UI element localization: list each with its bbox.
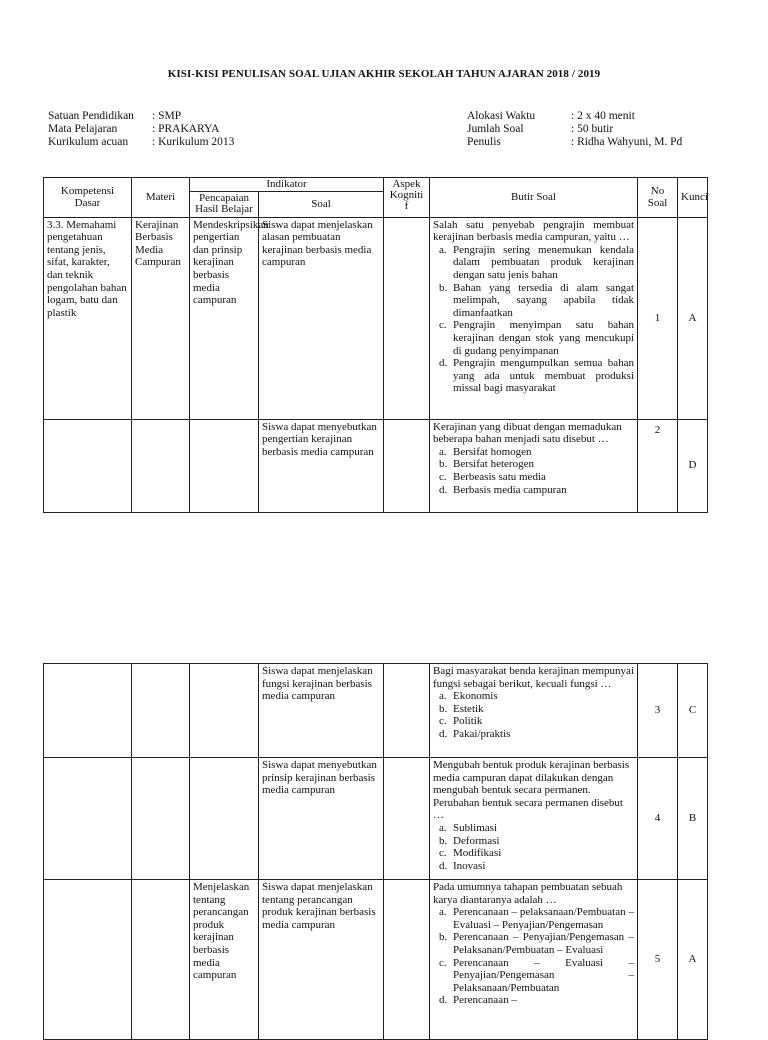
question-stem: Pada umumnya tahapan pembuatan sebuah karya diantaranya adalah … <box>433 881 623 906</box>
header-indikator: Indikator <box>190 178 384 192</box>
table-row <box>44 664 708 758</box>
meta-label: Alokasi Waktu <box>467 110 536 122</box>
option-text: Bersifat heterogen <box>453 458 534 471</box>
cell-butir-soal <box>430 880 638 1040</box>
cell-kompetensi <box>44 880 132 1040</box>
question-stem: Salah satu penyebab pengrajin membuat kerajinan berbasis media campuran, yaitu … <box>433 218 635 244</box>
cell-materi <box>132 419 190 512</box>
meta-left <box>48 110 234 149</box>
header-kunci: Kunci <box>678 178 708 218</box>
meta-row <box>48 110 234 123</box>
cell-soal: Siswa dapat menjelaskan fungsi kerajinan berbasis media campuran <box>259 664 384 758</box>
option-item <box>433 728 634 741</box>
option-text: Berbasis media campuran <box>453 483 567 496</box>
meta-value: : 50 butir <box>571 123 614 135</box>
cell-materi <box>132 664 190 758</box>
option-letter: a. <box>439 690 447 703</box>
table-row <box>44 419 708 512</box>
header-no-soal: No Soal <box>638 178 678 218</box>
option-text: Perencanaan – <box>453 994 517 1007</box>
cell-pencapaian: Menjelaskan tentang perancangan produk kerajinan berbasis media campuran <box>190 880 259 1040</box>
question-stem: Mengubah bentuk produk kerajinan berbasis media campuran dapat dilakukan dengan mengubah bentuk secara permanen. Perubahan bentuk secara permanen disebut … <box>433 759 630 822</box>
meta-label: Penulis <box>467 136 501 148</box>
option-item <box>433 357 634 395</box>
meta-value: : Kurikulum 2013 <box>152 136 235 148</box>
meta-right <box>467 110 682 149</box>
option-text: Perencanaan – Penyajian/Pengemasan – Pelaksanan/Pembuatan – Evaluasi <box>453 931 634 956</box>
option-letter: c. <box>439 847 447 860</box>
cell-aspek <box>384 664 430 758</box>
cell-kompetensi <box>44 758 132 880</box>
header-aspek: Aspek Kogniti f <box>384 178 430 218</box>
option-item <box>433 446 634 459</box>
option-item <box>433 994 634 1007</box>
cell-soal: Siswa dapat menjelaskan alasan pembuatan kerajinan berbasis media campuran <box>259 217 384 419</box>
meta-row <box>467 110 682 123</box>
header-materi: Materi <box>132 178 190 218</box>
option-text: Sublimasi <box>453 821 498 834</box>
cell-kompetensi: 3.3. Memahami pengetahuan tentang jenis, sifat, karakter, dan teknik pengolahan bahan logam, batu dan plastik <box>44 217 132 419</box>
header-soal: Soal <box>259 191 384 217</box>
cell-pencapaian <box>190 419 259 512</box>
cell-aspek <box>384 217 430 419</box>
meta-row <box>467 136 682 149</box>
kisi-kisi-table-page-1 <box>43 177 708 513</box>
option-text: Pakai/praktis <box>453 727 511 740</box>
cell-kompetensi <box>44 664 132 758</box>
option-list <box>433 822 634 872</box>
option-letter: c. <box>439 470 447 483</box>
cell-kunci: B <box>678 758 708 880</box>
header-butir-soal: Butir Soal <box>430 178 638 218</box>
option-text: Berbeasis satu media <box>453 470 546 483</box>
option-text: Perencanaan – pelaksanaan/Pembuatan – Evaluasi – Penyajian/Pengemasan <box>453 906 634 931</box>
cell-aspek <box>384 880 430 1040</box>
option-item <box>433 282 634 320</box>
option-text: Politik <box>453 715 483 728</box>
cell-materi: Kerajinan Berbasis Media Campuran <box>132 217 190 419</box>
option-item <box>433 906 634 931</box>
meta-label: Satuan Pendidikan <box>48 110 134 122</box>
cell-kunci: D <box>678 419 708 512</box>
cell-butir-soal <box>430 758 638 880</box>
option-text: Pengrajin mengumpulkan semua bahan yang ada untuk membuat produksi missal bagi masyarakat <box>453 357 635 395</box>
cell-kompetensi <box>44 419 132 512</box>
meta-value: : SMP <box>152 110 182 122</box>
cell-butir-soal <box>430 217 638 419</box>
cell-no-soal: 3 <box>638 664 678 758</box>
meta-value: : Ridha Wahyuni, M. Pd <box>571 136 683 148</box>
option-letter: d. <box>439 994 448 1007</box>
table-row <box>44 880 708 1040</box>
table-row <box>44 217 708 419</box>
option-letter: a. <box>439 243 447 256</box>
option-list <box>433 244 634 395</box>
option-item <box>433 860 634 873</box>
option-item <box>433 471 634 484</box>
option-item <box>433 822 634 835</box>
cell-kunci: A <box>678 880 708 1040</box>
cell-pencapaian <box>190 664 259 758</box>
option-item <box>433 484 634 497</box>
option-item <box>433 931 634 956</box>
header-kompetensi: Kompetensi Dasar <box>44 178 132 218</box>
cell-soal: Siswa dapat menyebutkan prinsip kerajinan berbasis media campuran <box>259 758 384 880</box>
option-letter: b. <box>439 931 448 944</box>
cell-pencapaian: Mendeskripsikan pengertian dan prinsip kerajinan berbasis media campuran <box>190 217 259 419</box>
cell-kunci: A <box>678 217 708 419</box>
option-text: Pengrajin menyimpan satu bahan kerajinan dengan stok yang mencukupi di gudang penyimpanan <box>453 319 635 357</box>
question-stem: Kerajinan yang dibuat dengan memadukan beberapa bahan menjadi satu disebut … <box>433 420 622 446</box>
cell-no-soal: 2 <box>638 419 678 512</box>
cell-butir-soal <box>430 664 638 758</box>
option-text: Ekonomis <box>453 690 498 703</box>
cell-soal: Siswa dapat menyebutkan pengertian kerajinan berbasis media campuran <box>259 419 384 512</box>
cell-no-soal: 1 <box>638 217 678 419</box>
option-item <box>433 703 634 716</box>
cell-aspek <box>384 419 430 512</box>
header-pencapaian: Pencapaian Hasil Belajar <box>190 191 259 217</box>
option-text: Inovasi <box>453 859 486 872</box>
table-row <box>44 758 708 880</box>
meta-row <box>467 123 682 136</box>
option-list <box>433 906 634 1007</box>
document-title: KISI-KISI PENULISAN SOAL UJIAN AKHIR SEKOLAH TAHUN AJARAN 2018 / 2019 <box>167 68 601 80</box>
cell-kunci: C <box>678 664 708 758</box>
option-item <box>433 835 634 848</box>
cell-aspek <box>384 758 430 880</box>
meta-row <box>48 136 234 149</box>
option-text: Estetik <box>453 702 484 715</box>
option-letter: d. <box>439 357 448 370</box>
option-list <box>433 690 634 740</box>
option-letter: d. <box>439 727 448 740</box>
option-item <box>433 715 634 728</box>
option-letter: d. <box>439 859 448 872</box>
option-item <box>433 319 634 357</box>
cell-no-soal: 5 <box>638 880 678 1040</box>
option-text: Deformasi <box>453 834 500 847</box>
option-letter: b. <box>439 834 448 847</box>
option-letter: b. <box>439 281 448 294</box>
question-stem: Bagi masyarakat benda kerajinan mempunyai fungsi sebagai berikut, kecuali fungsi … <box>433 665 634 690</box>
option-letter: c. <box>439 715 447 728</box>
kisi-kisi-table-page-2 <box>43 663 708 1040</box>
cell-materi <box>132 880 190 1040</box>
option-letter: a. <box>439 821 447 834</box>
option-letter: b. <box>439 458 448 471</box>
option-item <box>433 690 634 703</box>
option-item <box>433 244 634 282</box>
option-letter: a. <box>439 906 447 919</box>
option-text: Modifikasi <box>453 847 502 860</box>
meta-label: Kurikulum acuan <box>48 136 129 148</box>
option-letter: c. <box>439 319 447 332</box>
option-list <box>433 446 634 496</box>
option-text: Perencanaan – Evaluasi – Penyajian/Pengemasan – Pelaksanaan/Pembuatan <box>453 956 634 994</box>
option-item <box>433 957 634 995</box>
option-text: Bersifat homogen <box>453 445 532 458</box>
cell-pencapaian <box>190 758 259 880</box>
option-letter: d. <box>439 483 448 496</box>
option-text: Bahan yang tersedia di alam sangat melimpah, sayang apabila tidak dimanfaatkan <box>453 281 635 319</box>
option-text: Pengrajin sering menemukan kendala dalam pembuatan produk kerajinan dengan satu jenis bahan <box>453 243 635 281</box>
cell-materi <box>132 758 190 880</box>
meta-value: : 2 x 40 menit <box>571 110 635 122</box>
meta-value: : PRAKARYA <box>152 123 220 135</box>
option-letter: a. <box>439 445 447 458</box>
option-item <box>433 458 634 471</box>
cell-soal: Siswa dapat menjelaskan tentang perancangan produk kerajinan berbasis media campuran <box>259 880 384 1040</box>
cell-butir-soal <box>430 419 638 512</box>
option-letter: c. <box>439 956 447 969</box>
option-item <box>433 847 634 860</box>
option-letter: b. <box>439 702 448 715</box>
meta-row <box>48 123 234 136</box>
meta-label: Jumlah Soal <box>467 123 524 135</box>
meta-label: Mata Pelajaran <box>48 123 118 135</box>
cell-no-soal: 4 <box>638 758 678 880</box>
